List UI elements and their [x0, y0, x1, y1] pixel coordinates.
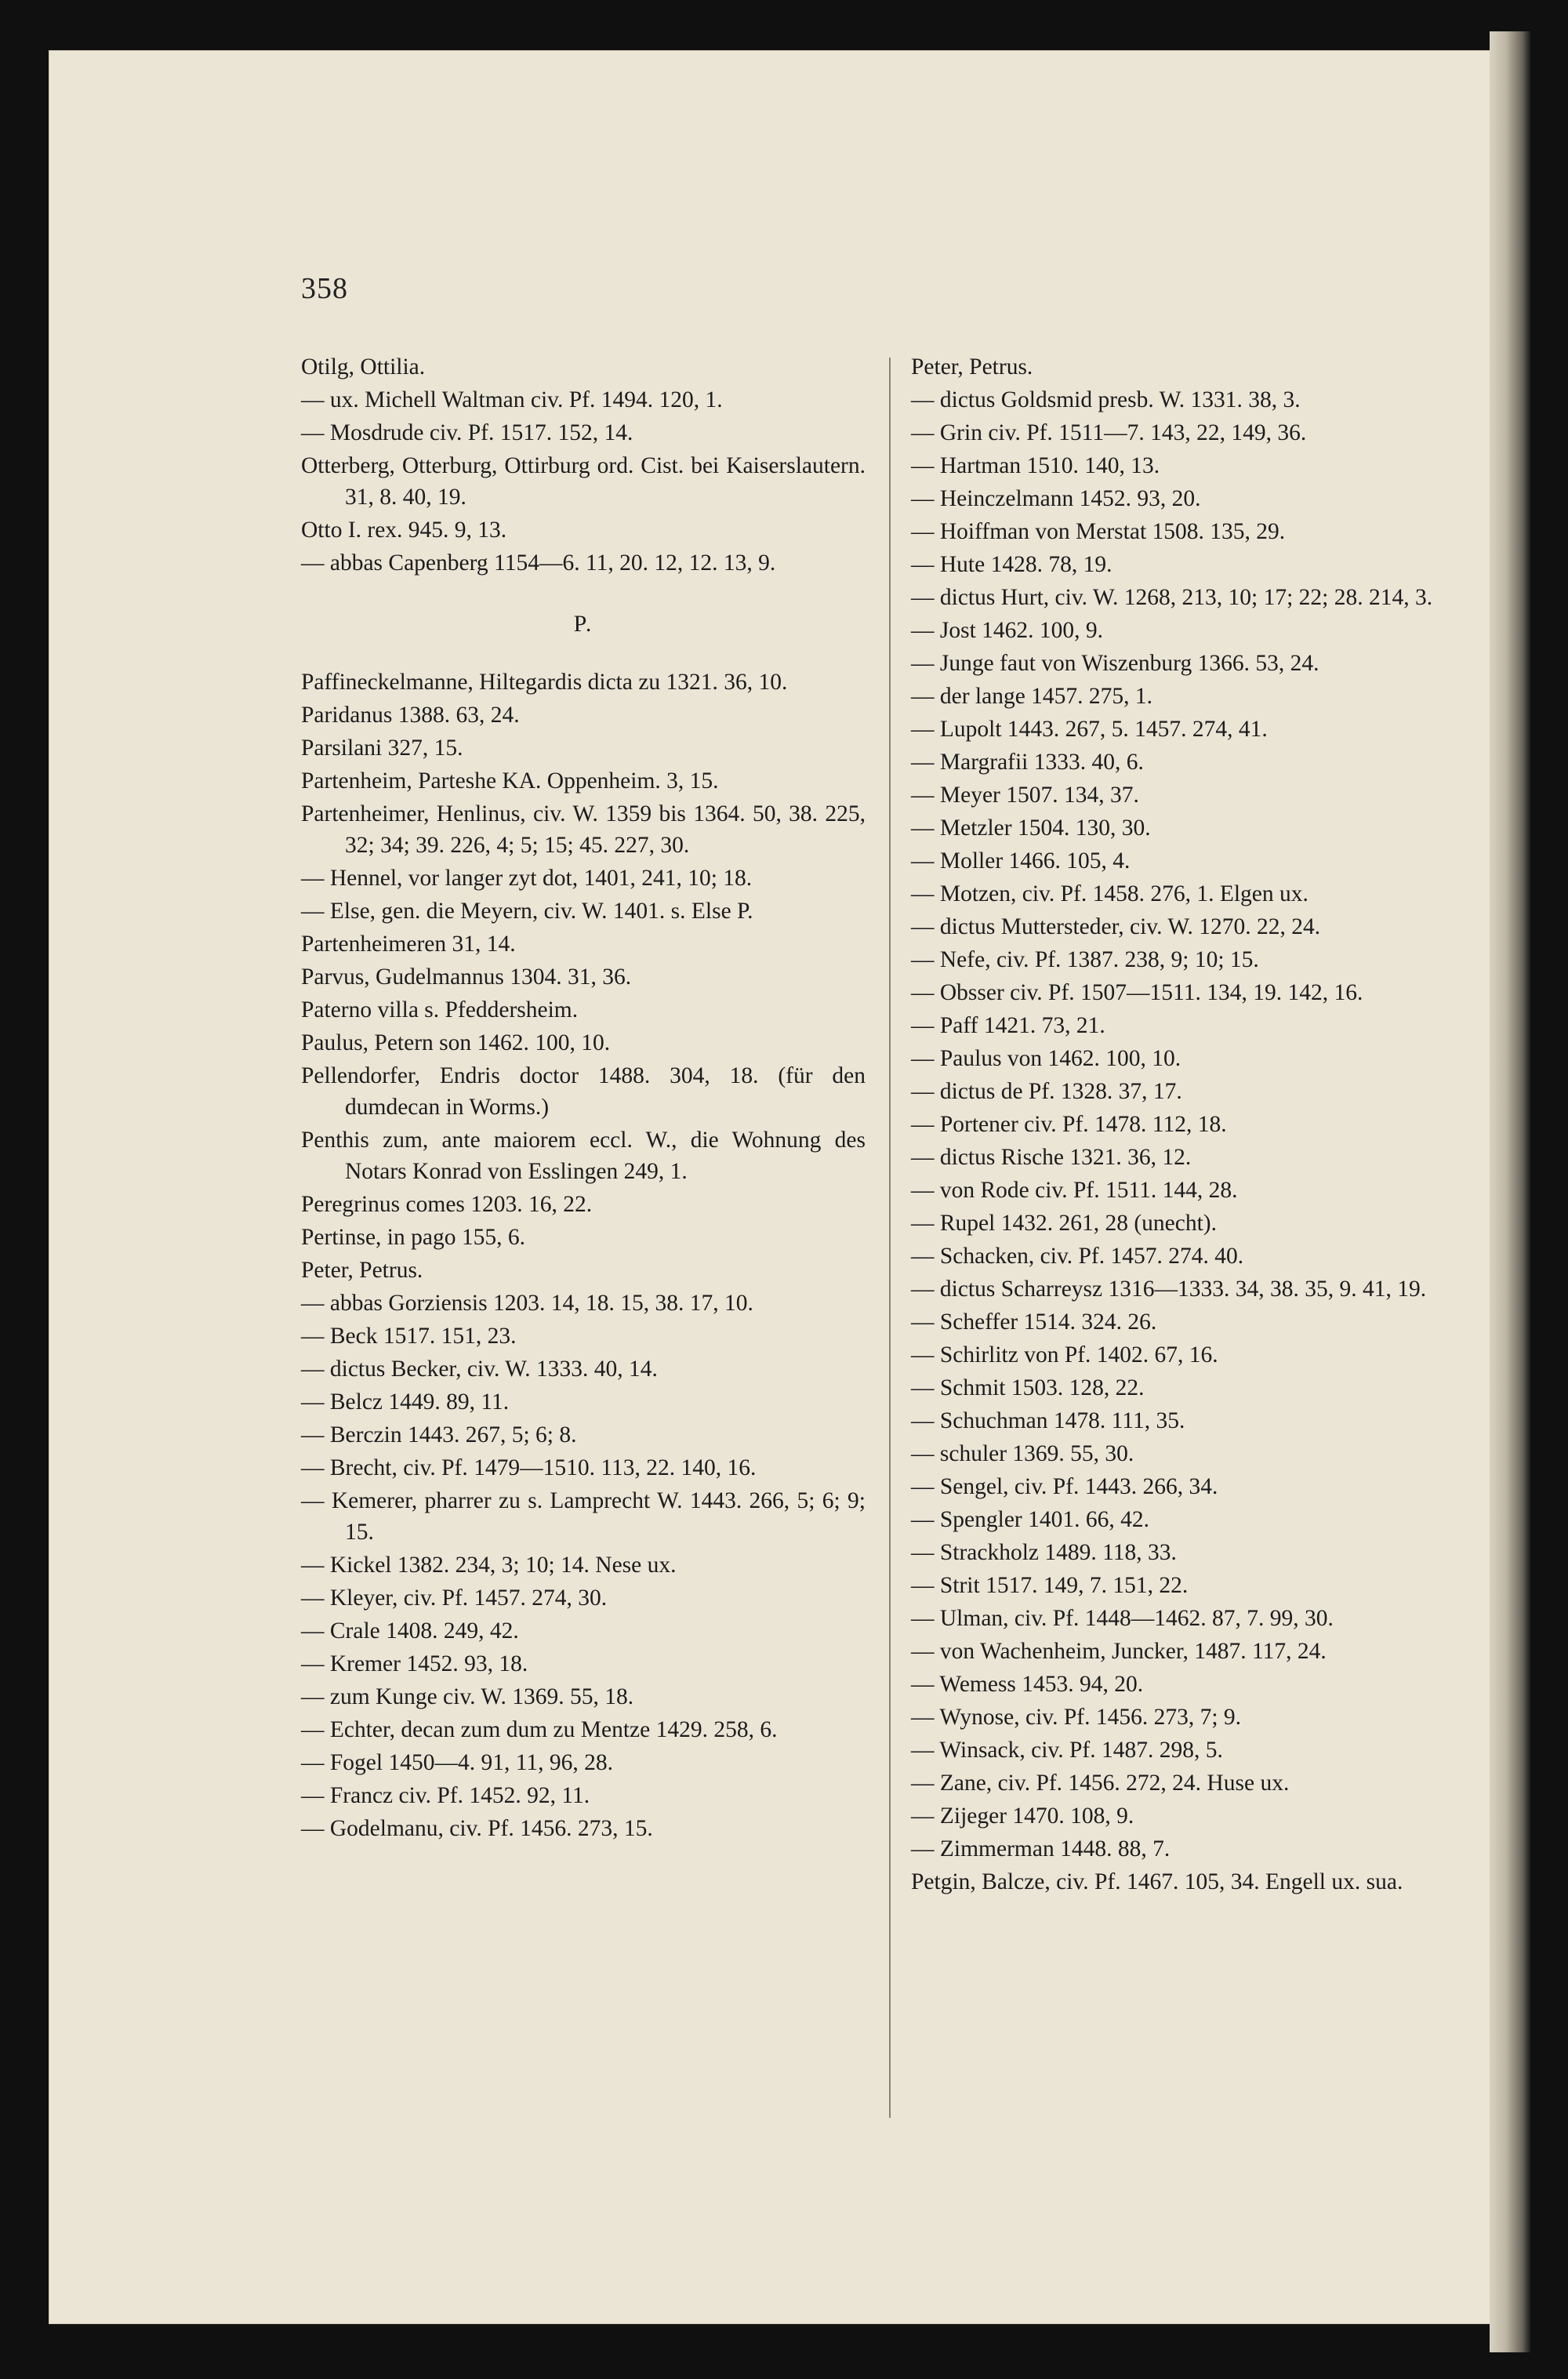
- index-entry: Petgin, Balcze, civ. Pf. 1467. 105, 34. Engell ux. sua.: [911, 1869, 1403, 1894]
- index-entry: — Schirlitz von Pf. 1402. 67, 16.: [911, 1342, 1218, 1367]
- index-entry: — Jost 1462. 100, 9.: [911, 618, 1104, 643]
- section-heading: P.: [573, 611, 593, 637]
- index-entry: — schuler 1369. 55, 30.: [911, 1441, 1134, 1466]
- index-entry: Paulus, Petern son 1462. 100, 10.: [301, 1030, 611, 1055]
- index-entry: — Zimmerman 1448. 88, 7.: [911, 1836, 1171, 1861]
- index-entry: — Godelmanu, civ. Pf. 1456. 273, 15.: [301, 1816, 653, 1841]
- index-entry: — Strackholz 1489. 118, 33.: [911, 1540, 1177, 1565]
- index-entry: Otterberg, Otterburg, Ottirburg ord. Cist. bei Kaiserslautern. 31, 8. 40, 19.: [301, 453, 866, 510]
- book-edge: [1490, 31, 1530, 2352]
- index-entry: Peregrinus comes 1203. 16, 22.: [301, 1192, 593, 1217]
- index-entry: — Metzler 1504. 130, 30.: [911, 815, 1151, 841]
- page-number: 358: [301, 272, 348, 305]
- index-entry: — Kremer 1452. 93, 18.: [301, 1651, 528, 1676]
- index-entry: — Schuchman 1478. 111, 35.: [911, 1408, 1185, 1433]
- index-entry: — abbas Capenberg 1154—6. 11, 20. 12, 12. 13, 9.: [301, 550, 776, 576]
- index-entry: Partenheim, Parteshe KA. Oppenheim. 3, 15.: [301, 768, 719, 794]
- index-entry: — Margrafii 1333. 40, 6.: [911, 750, 1144, 775]
- document-page: [49, 50, 1523, 2324]
- index-entry: — Motzen, civ. Pf. 1458. 276, 1. Elgen ux.: [911, 881, 1308, 906]
- index-entry: Pertinse, in pago 155, 6.: [301, 1225, 525, 1250]
- index-entry: Partenheimer, Henlinus, civ. W. 1359 bis 1364. 50, 38. 225, 32; 34; 39. 226, 4; 5; 15; 45. 227, 30.: [301, 801, 866, 858]
- index-entry: — Meyer 1507. 134, 37.: [911, 783, 1139, 808]
- index-entry: — Schmit 1503. 128, 22.: [911, 1375, 1145, 1400]
- index-entry: — Mosdrude civ. Pf. 1517. 152, 14.: [301, 420, 633, 445]
- index-entry: Parvus, Gudelmannus 1304. 31, 36.: [301, 964, 632, 990]
- index-entry: — Berczin 1443. 267, 5; 6; 8.: [301, 1422, 577, 1447]
- index-entry: — Sengel, civ. Pf. 1443. 266, 34.: [911, 1474, 1218, 1499]
- index-entry: — dictus Rische 1321. 36, 12.: [911, 1145, 1192, 1170]
- index-entry: — Brecht, civ. Pf. 1479—1510. 113, 22. 140, 16.: [301, 1455, 757, 1480]
- index-entry: — Hennel, vor langer zyt dot, 1401, 241, 10; 18.: [301, 866, 753, 891]
- index-entry: — dictus Goldsmid presb. W. 1331. 38, 3.: [911, 387, 1301, 412]
- index-entry: — Echter, decan zum dum zu Mentze 1429. 258, 6.: [301, 1717, 778, 1742]
- index-entry: Otilg, Ottilia.: [301, 354, 426, 380]
- index-entry: — dictus Muttersteder, civ. W. 1270. 22, 24.: [911, 914, 1321, 939]
- index-entry: — dictus de Pf. 1328. 37, 17.: [911, 1079, 1182, 1104]
- index-list-p: [301, 666, 866, 1844]
- index-entry: Parsilani 327, 15.: [301, 735, 463, 761]
- index-entry: Paridanus 1388. 63, 24.: [301, 703, 520, 728]
- index-entry: — Schacken, civ. Pf. 1457. 274. 40.: [911, 1244, 1244, 1269]
- index-entry: — Scheffer 1514. 324. 26.: [911, 1309, 1157, 1335]
- index-entry: — Portener civ. Pf. 1478. 112, 18.: [911, 1112, 1227, 1137]
- index-entry: — Kickel 1382. 234, 3; 10; 14. Nese ux.: [301, 1553, 677, 1578]
- index-entry: — Junge faut von Wiszenburg 1366. 53, 24.: [911, 651, 1319, 676]
- index-entry: — der lange 1457. 275, 1.: [911, 684, 1153, 709]
- index-entry: Pellendorfer, Endris doctor 1488. 304, 18. (für den dumdecan in Worms.): [301, 1063, 866, 1120]
- index-entry: — von Wachenheim, Juncker, 1487. 117, 24.: [911, 1639, 1327, 1664]
- index-entry: — Hartman 1510. 140, 13.: [911, 453, 1160, 478]
- index-entry: — Hoiffman von Merstat 1508. 135, 29.: [911, 519, 1286, 544]
- index-entry: — Kemerer, pharrer zu s. Lamprecht W. 1443. 266, 5; 6; 9; 15.: [301, 1488, 866, 1545]
- index-entry: — Spengler 1401. 66, 42.: [911, 1507, 1149, 1532]
- index-entry: — Strit 1517. 149, 7. 151, 22.: [911, 1573, 1189, 1598]
- index-entry: — abbas Gorziensis 1203. 14, 18. 15, 38. 17, 10.: [301, 1291, 753, 1316]
- index-entry: — Else, gen. die Meyern, civ. W. 1401. s. Else P.: [301, 899, 753, 924]
- index-entry: — Zane, civ. Pf. 1456. 272, 24. Huse ux.: [911, 1771, 1290, 1796]
- index-entry: — Rupel 1432. 261, 28 (unecht).: [911, 1211, 1217, 1236]
- index-entry: — Moller 1466. 105, 4.: [911, 848, 1131, 874]
- index-entry: — Winsack, civ. Pf. 1487. 298, 5.: [911, 1738, 1223, 1763]
- index-entry: Peter, Petrus.: [301, 1258, 423, 1283]
- index-entry: — Crale 1408. 249, 42.: [301, 1618, 519, 1644]
- index-entry: — ux. Michell Waltman civ. Pf. 1494. 120, 1.: [301, 387, 723, 412]
- index-entry: — Beck 1517. 151, 23.: [301, 1324, 517, 1349]
- index-entry: — dictus Becker, civ. W. 1333. 40, 14.: [301, 1357, 658, 1382]
- index-entry: — Nefe, civ. Pf. 1387. 238, 9; 10; 15.: [911, 947, 1259, 972]
- index-entry: — Lupolt 1443. 267, 5. 1457. 274, 41.: [911, 717, 1268, 742]
- index-entry: — von Rode civ. Pf. 1511. 144, 28.: [911, 1178, 1238, 1203]
- index-entry: — Wynose, civ. Pf. 1456. 273, 7; 9.: [911, 1705, 1242, 1730]
- index-entry: — Paulus von 1462. 100, 10.: [911, 1046, 1181, 1071]
- index-entry: — Ulman, civ. Pf. 1448—1462. 87, 7. 99, 30.: [911, 1606, 1334, 1631]
- index-entry: — Belcz 1449. 89, 11.: [301, 1389, 510, 1415]
- index-entry: — dictus Scharreysz 1316—1333. 34, 38. 35, 9. 41, 19.: [911, 1277, 1427, 1302]
- index-entry: — Zijeger 1470. 108, 9.: [911, 1803, 1134, 1829]
- index-entry: Penthis zum, ante maiorem eccl. W., die Wohnung des Notars Konrad von Esslingen 249, 1.: [301, 1128, 866, 1184]
- index-entry: — zum Kunge civ. W. 1369. 55, 18.: [301, 1684, 634, 1709]
- index-entry: — Obsser civ. Pf. 1507—1511. 134, 19. 142, 16.: [911, 980, 1363, 1005]
- index-entry: Paffineckelmanne, Hiltegardis dicta zu 1321. 36, 10.: [301, 670, 788, 695]
- index-entry: — Francz civ. Pf. 1452. 92, 11.: [301, 1783, 590, 1808]
- index-entry: — Fogel 1450—4. 91, 11, 96, 28.: [301, 1750, 613, 1775]
- index-entry: Peter, Petrus.: [911, 354, 1033, 380]
- index-entry: — Kleyer, civ. Pf. 1457. 274, 30.: [301, 1585, 608, 1611]
- index-entry: Paterno villa s. Pfeddersheim.: [301, 997, 579, 1022]
- index-entry: — Grin civ. Pf. 1511—7. 143, 22, 149, 36.: [911, 420, 1307, 445]
- index-entry: — Hute 1428. 78, 19.: [911, 552, 1112, 577]
- left-column: [301, 351, 866, 1846]
- index-entry: Otto I. rex. 945. 9, 13.: [301, 518, 507, 543]
- index-entry: — Heinczelmann 1452. 93, 20.: [911, 486, 1201, 511]
- index-entry: — Wemess 1453. 94, 20.: [911, 1672, 1144, 1697]
- right-column: [911, 351, 1475, 1899]
- column-divider: [889, 358, 891, 2118]
- index-entry: Partenheimeren 31, 14.: [301, 932, 516, 957]
- index-entry: — dictus Hurt, civ. W. 1268, 213, 10; 17; 22; 28. 214, 3.: [911, 585, 1433, 610]
- index-entry: — Paff 1421. 73, 21.: [911, 1013, 1105, 1038]
- index-list-o: [301, 351, 866, 579]
